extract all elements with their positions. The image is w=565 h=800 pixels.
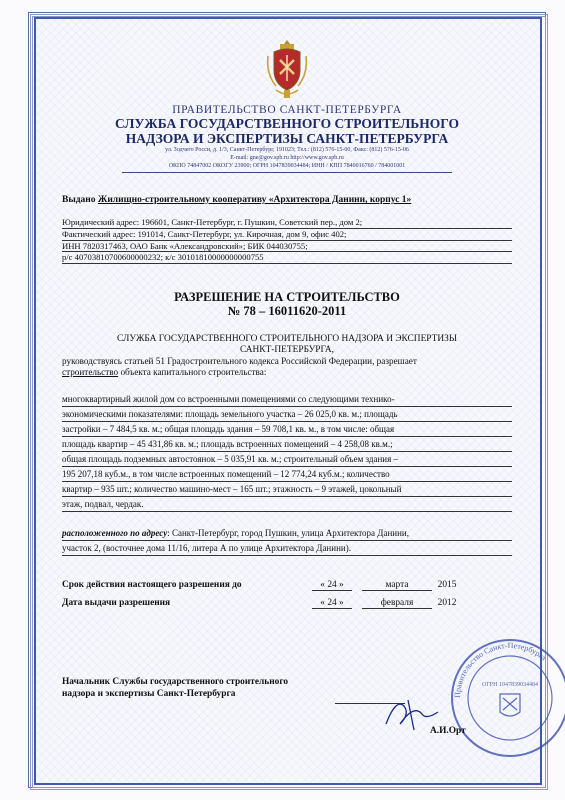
legal-basis-line1: руководствуясь статьей 51 Градостроительного кодекса Российской Федерации, разрешает	[62, 356, 417, 367]
actual-address: Фактический адрес: 191014, Санкт-Петербург, ул. Кирочная, дом 9, офис 402;	[62, 229, 512, 241]
recipient-requisites	[62, 217, 512, 264]
construction-word: строительство	[62, 367, 119, 378]
issued-to	[62, 195, 512, 205]
description-line: квартир – 935 шт.; количество машино-мест – 165 шт.; этажность – 9 этажей, цокольный	[62, 482, 512, 497]
document-content	[62, 32, 512, 616]
authority-line1: СЛУЖБА ГОСУДАРСТВЕННОГО СТРОИТЕЛЬНОГО НАДЗОРА И ЭКСПЕРТИЗЫ	[116, 334, 458, 345]
object-location	[62, 526, 512, 556]
description-line: застройки – 7 484,5 кв. м.; общая площадь здания – 59 708,1 кв. м., в том числе: общая	[62, 422, 512, 437]
service-name-line2: НАДЗОРА И ЭКСПЕРТИЗЫ САНКТ-ПЕТЕРБУРГА	[125, 131, 449, 146]
legal-basis	[62, 356, 512, 378]
document-title	[62, 290, 512, 318]
signer-position-line1: Начальник Службы государственного строительного	[62, 677, 289, 687]
service-contacts: E-mail: gne@gov.spb.ru http://www.gov.spb.ru	[230, 155, 344, 161]
issue-month: февраля	[362, 598, 432, 609]
validity-label: Срок действия настоящего разрешения до	[62, 580, 242, 591]
official-seal-icon	[448, 636, 565, 760]
service-address: ул. Зодчего Росси, д. 1/3, Санкт-Петербург, 191023; Тел.: (812) 576-15-00, Факс: (812) 576-15-06	[165, 147, 409, 153]
location-line2: участок 2, (восточнее дома 11/16, литера А по улице Архитектора Данини).	[62, 541, 512, 556]
signer-position-line2: надзора и экспертизы Санкт-Петербурга	[62, 689, 236, 699]
svg-text:Правительство Санкт-Петербурга	[453, 641, 548, 698]
seal-ogrn: ОГРН 1047839034484	[482, 682, 538, 688]
description-line: площадь квартир – 45 431,86 кв. м.; площадь встроенных помещений – 4 258,08 кв.м.;	[62, 437, 512, 452]
bank-details: ИНН 7820317463, ОАО Банк «Александровский»; БИК 044030755;	[62, 241, 512, 253]
st-petersburg-coat-of-arms-icon	[264, 38, 310, 100]
authority-line2: САНКТ-ПЕТЕРБУРГА,	[239, 345, 334, 356]
title-line: РАЗРЕШЕНИЕ НА СТРОИТЕЛЬСТВО	[174, 290, 400, 305]
issue-date-row	[62, 598, 512, 616]
description-line: общая площадь подземных автостоянок – 5 035,91 кв. м.; строительный объем здания –	[62, 452, 512, 467]
validity-month: марта	[362, 580, 432, 591]
service-codes: ОКПО 74847002 ОКОГУ 23900; ОГРН 1047839034484; ИНН / КПП 7840016760 / 784001001	[168, 163, 406, 169]
description-line: этаж, подвал, чердак.	[62, 497, 512, 512]
header-rule	[122, 172, 452, 173]
seal-outer-text: Правительство Санкт-Петербурга	[452, 640, 549, 699]
validity-year: 2015	[437, 580, 457, 591]
permit-number: № 78 – 16011620-2011	[227, 304, 347, 319]
government-name: ПРАВИТЕЛЬСТВО САНКТ-ПЕТЕРБУРГА	[172, 104, 402, 116]
account-numbers: р/с 40703810700600000232; к/с 30101810000000000755	[62, 252, 512, 264]
signer-name: А.И.Орт	[430, 726, 466, 736]
object-description	[62, 392, 512, 512]
legal-basis-rest: объекта капитального строительства:	[118, 367, 267, 378]
service-name-line1: СЛУЖБА ГОСУДАРСТВЕННОГО СТРОИТЕЛЬНОГО	[115, 116, 459, 131]
issued-label: Выдано	[62, 195, 96, 205]
permit-dates	[62, 580, 512, 616]
legal-address: Юридический адрес: 196601, Санкт-Петербург, г. Пушкин, Советский пер., дом 2;	[62, 217, 512, 229]
authority-block	[62, 334, 512, 356]
location-line1	[62, 526, 512, 541]
signer-position	[62, 676, 288, 700]
location-label: расположенного по адресу	[62, 528, 168, 539]
issued-recipient: Жилищно-строительному кооперативу «Архитектора Данини, корпус 1»	[97, 195, 412, 205]
description-line: экономическими показателями: площадь земельного участка – 26 025,0 кв. м.; площадь	[62, 407, 512, 422]
validity-day: « 24 »	[312, 580, 352, 591]
description-line: многоквартирный жилой дом со встроенными помещениями со следующими технико-	[62, 392, 512, 407]
validity-row	[62, 580, 512, 598]
location-address: : Санкт-Петербург, город Пушкин, улица Архитектора Данини,	[167, 528, 409, 539]
legal-basis-line2	[62, 367, 512, 378]
issue-year: 2012	[437, 598, 457, 609]
issue-date-label: Дата выдачи разрешения	[62, 598, 171, 609]
description-line: 195 207,18 куб.м., в том числе встроенных помещений – 12 774,24 куб.м.; количество	[62, 467, 512, 482]
issue-day: « 24 »	[312, 598, 352, 609]
